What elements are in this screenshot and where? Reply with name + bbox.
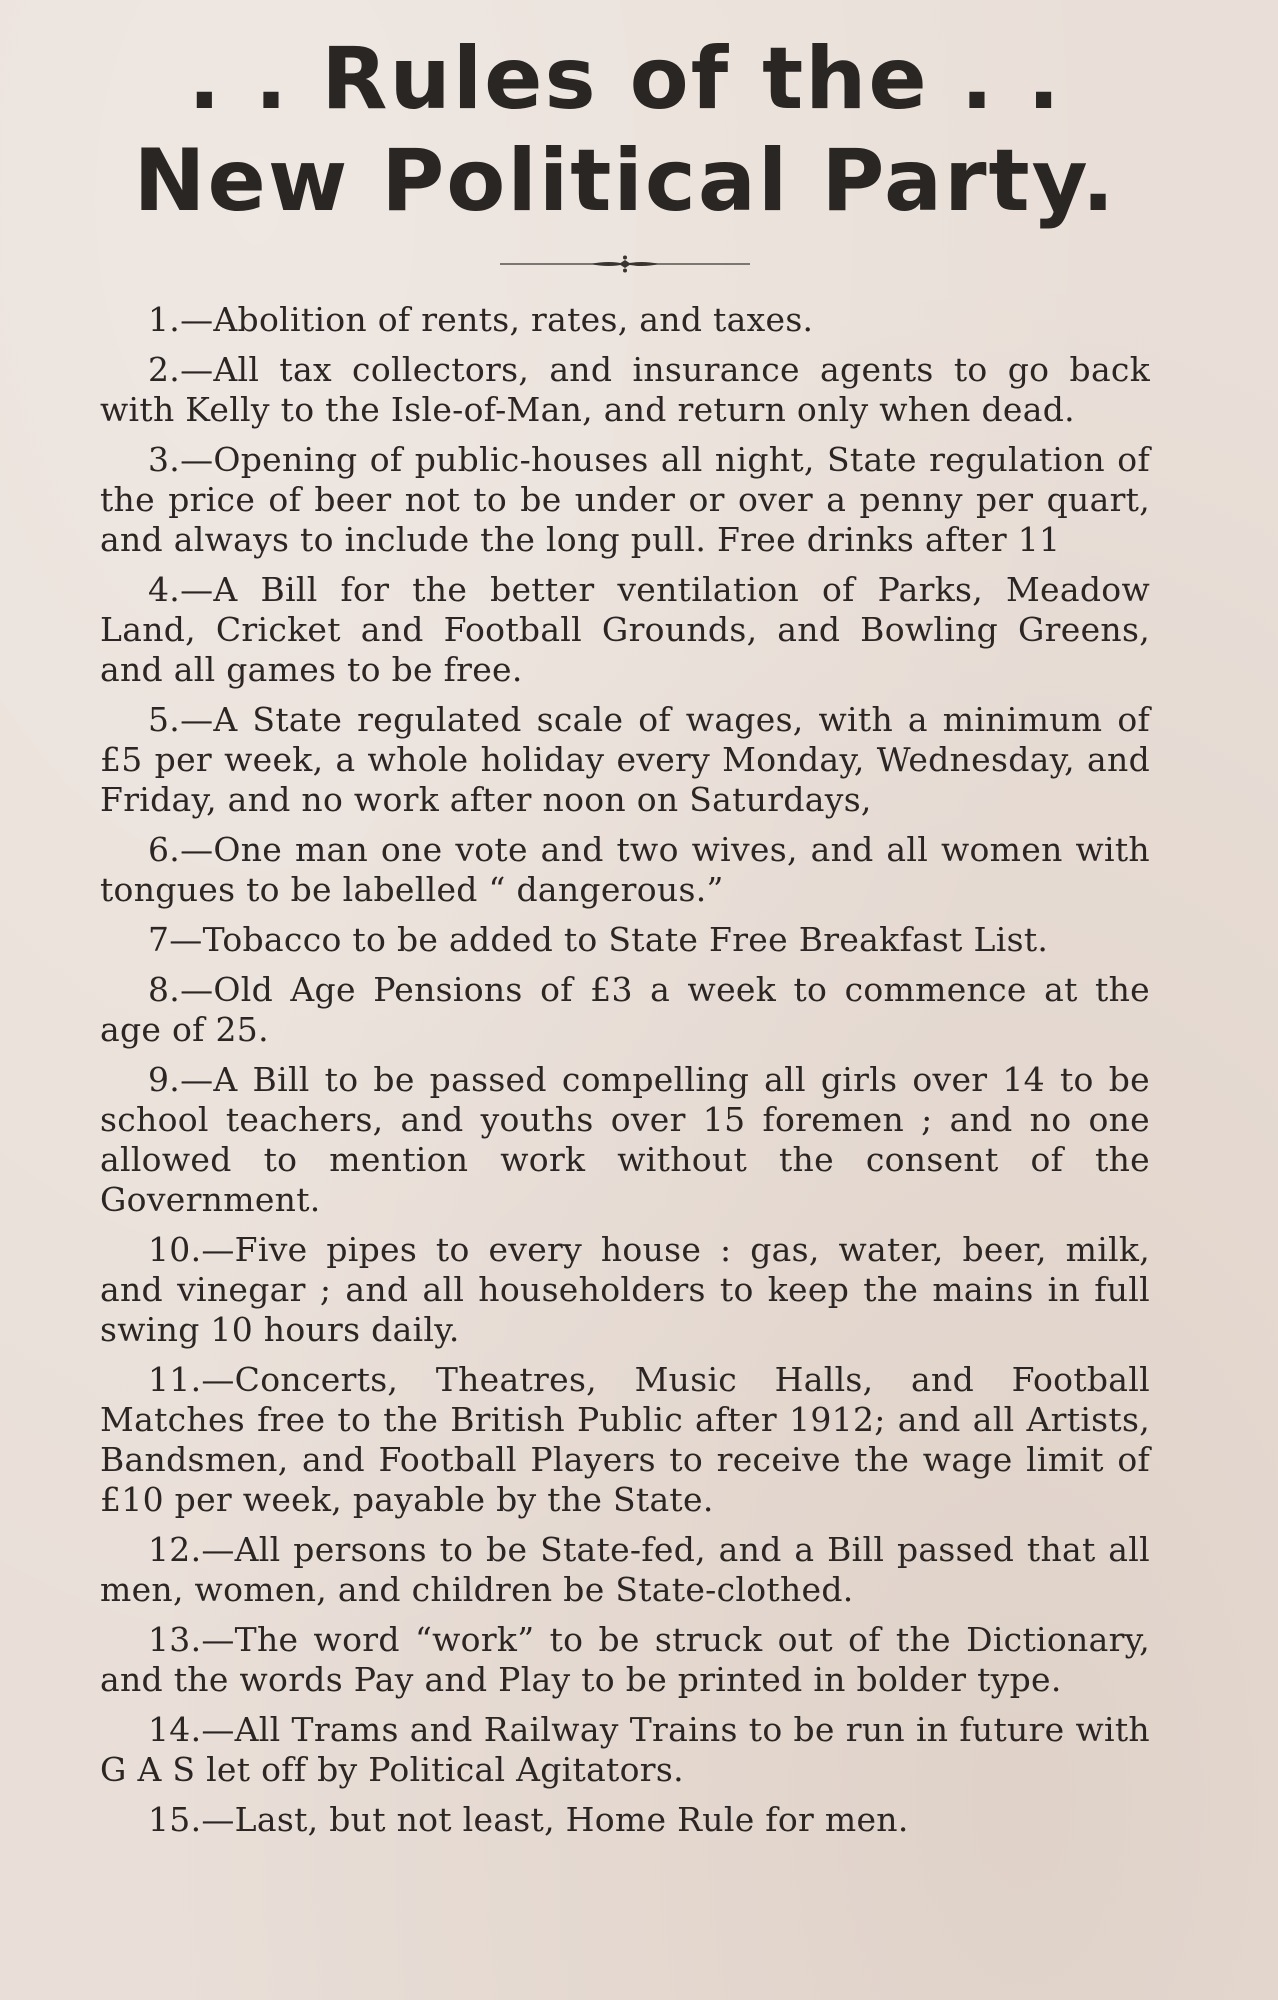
rule-item: 11.—Concerts, Theatres, Music Halls, and Football Matches free to the British Public after 1912; and all Artists, Bandsmen, and Football Players to receive the wage limit of £10 per week, payable by the State. <box>100 1360 1150 1519</box>
rule-item: 7—Tobacco to be added to State Free Breakfast List. <box>148 920 1049 959</box>
rule-item: 4.—A Bill for the better ventilation of Parks, Meadow Land, Cricket and Football Grounds, and Bowling Greens, and all games to be free. <box>100 570 1150 689</box>
ornamental-divider <box>500 254 750 274</box>
rule-item: 12.—All persons to be State-fed, and a Bill passed that all men, women, and children be State-clothed. <box>100 1530 1150 1609</box>
title-line-2: New Political Party. <box>133 131 1117 231</box>
rule-item: 9.—A Bill to be passed compelling all girls over 14 to be school teachers, and youths over 15 foremen ; and no one allowed to mention work without the consent of the Government. <box>100 1060 1150 1219</box>
rule-item: 10.—Five pipes to every house : gas, water, beer, milk, and vinegar ; and all householders to keep the mains in full swing 10 hours daily. <box>100 1230 1150 1349</box>
rule-item: 14.—All Trams and Railway Trains to be run in future with G A S let off by Political Agitators. <box>100 1710 1150 1789</box>
rules-list <box>100 300 1150 1840</box>
rule-item: 2.—All tax collectors, and insurance agents to go back with Kelly to the Isle-of-Man, and return only when dead. <box>100 350 1150 429</box>
rule-item: 5.—A State regulated scale of wages, with a minimum of £5 per week, a whole holiday every Monday, Wednesday, and Friday, and no work after noon on Saturdays, <box>100 700 1150 819</box>
title-line-1: . . Rules of the . . <box>188 29 1062 129</box>
rule-item: 13.—The word “work” to be struck out of the Dictionary, and the words Pay and Play to be printed in bolder type. <box>100 1620 1150 1699</box>
rule-item: 6.—One man one vote and two wives, and all women with tongues to be labelled “ dangerous.” <box>100 830 1150 909</box>
rule-item: 3.—Opening of public-houses all night, State regulation of the price of beer not to be under or over a penny per quart, and always to include the long pull. Free drinks after 11 <box>100 440 1150 559</box>
page-title <box>100 28 1150 232</box>
rule-item: 8.—Old Age Pensions of £3 a week to commence at the age of 25. <box>100 970 1150 1049</box>
rule-item: 15.—Last, but not least, Home Rule for men. <box>148 1800 909 1839</box>
rule-item: 1.—Abolition of rents, rates, and taxes. <box>148 300 814 339</box>
